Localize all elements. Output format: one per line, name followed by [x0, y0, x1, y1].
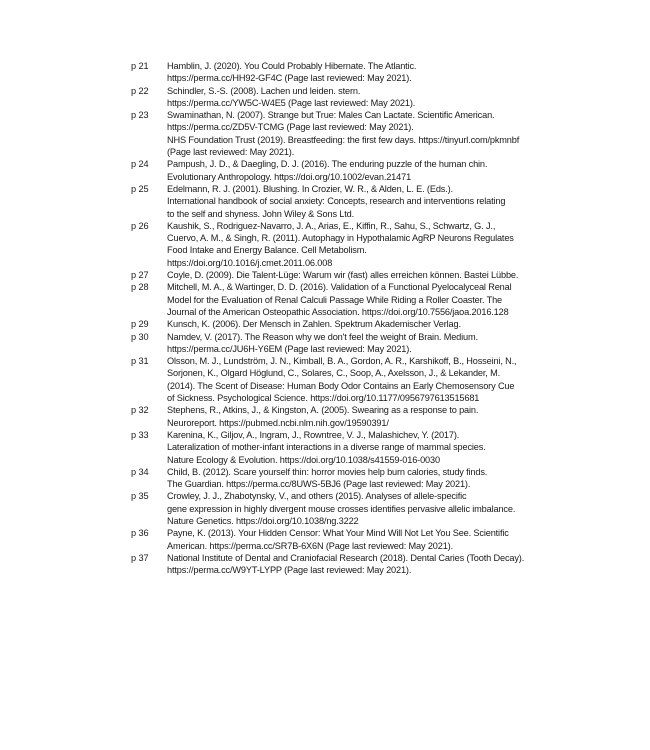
citation-text	[167, 85, 631, 110]
reference-entry	[131, 331, 631, 356]
citation-line: Child, B. (2012). Scare yourself thin: horror movies help burn calories, study finds.	[167, 466, 488, 477]
citation-line: Hamblin, J. (2020). You Could Probably Hibernate. The Atlantic.	[167, 61, 417, 71]
page-number-label: p 32	[131, 405, 149, 416]
citation-line: Kaushik, S., Rodriguez-Navarro, J. A., Arias, E., Kiffin, R., Sahu, S., Schwartz, G. J.,	[167, 220, 496, 231]
citation-line: Edelmann, R. J. (2001). Blushing. In Crozier, W. R., & Alden, L. E. (Eds.).	[167, 183, 453, 194]
citation-line: Mitchell, M. A., & Wartinger, D. D. (2016). Validation of a Functional Pyelocalyceal Renal	[167, 282, 512, 293]
citation-line: Payne, K. (2013). Your Hidden Censor: What Your Mind Will Not Let You See. Scientific	[167, 528, 509, 539]
page-number-label: p 24	[131, 159, 149, 170]
page-number-label: p 27	[131, 270, 149, 281]
page-number-label: p 36	[131, 528, 149, 539]
citation-line: gene expression in highly divergent mouse crosses identifies pervasive allelic imbalance.	[167, 503, 516, 514]
page-number-label: p 26	[131, 220, 149, 231]
citation-line: Schindler, S.-S. (2008). Lachen und leiden. stern.	[167, 85, 361, 96]
page-number-label: p 30	[131, 331, 149, 342]
citation-text	[167, 355, 631, 404]
reference-entry	[131, 355, 631, 404]
reference-entry	[131, 220, 631, 269]
citation-text	[167, 490, 631, 527]
citation-text	[167, 158, 631, 183]
citation-line: Kunsch, K. (2006). Der Mensch in Zahlen. Spektrum Akademischer Verlag.	[167, 319, 461, 330]
citation-line: https://perma.cc/ZD5V-TCMG (Page last reviewed: May 2021).	[167, 122, 414, 133]
citation-line: International handbook of social anxiety: Concepts, research and interventions relating	[167, 196, 506, 207]
citation-line: Journal of the American Osteopathic Association. https://doi.org/10.7556/jaoa.2016.128	[167, 306, 509, 317]
page-number-label: p 25	[131, 183, 149, 194]
citation-text	[167, 331, 631, 356]
reference-entry	[131, 404, 631, 429]
citation-line: Coyle, D. (2009). Die Talent-Lüge: Warum wir (fast) alles erreichen können. Bastei Lübbe.	[167, 270, 519, 281]
reference-entry	[131, 490, 631, 527]
page-number-label: p 34	[131, 466, 149, 477]
citation-line: https://perma.cc/JU6H-Y6EM (Page last reviewed: May 2021).	[167, 343, 412, 354]
page-number-label: p 37	[131, 552, 149, 563]
citation-line: Crowley, J. J., Zhabotynsky, V., and others (2015). Analyses of allele-specific	[167, 491, 467, 502]
page-number-label: p 28	[131, 282, 149, 293]
citation-text	[167, 183, 631, 220]
citation-line: NHS Foundation Trust (2019). Breastfeeding: the first few days. https://tinyurl.com/pkmnbf	[167, 134, 520, 145]
reference-entry	[131, 183, 631, 220]
citation-text	[167, 429, 631, 466]
citation-line: Model for the Evaluation of Renal Calculi Passage While Riding a Roller Coaster. The	[167, 294, 503, 305]
citation-line: Sorjonen, K., Olgard Höglund, C., Solares, C., Soop, A., Axelsson, J., & Lekander, M.	[167, 368, 500, 379]
citation-line: National Institute of Dental and Craniofacial Research (2018). Dental Caries (Tooth Decay).	[167, 552, 525, 563]
citation-line: Pampush, J. D., & Daegling, D. J. (2016). The enduring puzzle of the human chin.	[167, 159, 488, 170]
citation-line: American. https://perma.cc/SR7B-6X6N (Page last reviewed: May 2021).	[167, 540, 453, 551]
citation-line: https://perma.cc/HH92-GF4C (Page last reviewed: May 2021).	[167, 73, 412, 84]
reference-entry	[131, 109, 631, 158]
citation-line: Nature Genetics. https://doi.org/10.1038/ng.3222	[167, 515, 359, 526]
page-number-label: p 35	[131, 491, 149, 502]
page-number-label: p 33	[131, 429, 149, 440]
citation-line: Nature Ecology & Evolution. https://doi.org/10.1038/s41559-016-0030	[167, 454, 440, 465]
reference-entry	[131, 318, 631, 330]
citation-line: Food Intake and Energy Balance. Cell Metabolism.	[167, 245, 367, 256]
citation-text	[167, 552, 631, 577]
page-number-label: p 23	[131, 110, 149, 121]
citation-line: Cuervo, A. M., & Singh, R. (2011). Autophagy in Hypothalamic AgRP Neurons Regulates	[167, 233, 514, 244]
page-number-label: p 21	[131, 61, 149, 71]
citation-line: Swaminathan, N. (2007). Strange but True: Males Can Lactate. Scientific American.	[167, 110, 495, 121]
citation-line: The Guardian. https://perma.cc/8UWS-5BJ6 (Page last reviewed: May 2021).	[167, 479, 471, 490]
reference-entry	[131, 527, 631, 552]
reference-entry	[131, 60, 631, 85]
reference-entry	[131, 158, 631, 183]
citation-line: Karenina, K., Giljov, A., Ingram, J., Rowntree, V. J., Malashichev, Y. (2017).	[167, 429, 460, 440]
citation-line: Stephens, R., Atkins, J., & Kingston, A. (2005). Swearing as a response to pain.	[167, 405, 479, 416]
reference-entry	[131, 466, 631, 491]
citation-text	[167, 466, 631, 491]
page-number-label: p 31	[131, 356, 149, 367]
citation-text	[167, 60, 631, 85]
citation-line: https://perma.cc/W9YT-LYPP (Page last reviewed: May 2021).	[167, 565, 412, 576]
citation-text	[167, 109, 631, 158]
citation-line: to the self and shyness. John Wiley & Sons Ltd.	[167, 208, 355, 219]
citation-line: (2014). The Scent of Disease: Human Body Odor Contains an Early Chemosensory Cue	[167, 380, 515, 391]
citation-line: (Page last reviewed: May 2021).	[167, 147, 295, 158]
citation-line: Namdev, V. (2017). The Reason why we don't feel the weight of Brain. Medium.	[167, 331, 478, 342]
citation-text	[167, 318, 631, 330]
citation-line: Neuroreport. https://pubmed.ncbi.nlm.nih.gov/19590391/	[167, 417, 389, 428]
citation-line: https://doi.org/10.1016/j.cmet.2011.06.008	[167, 257, 333, 268]
reference-entry	[131, 552, 631, 577]
citation-text	[167, 269, 631, 281]
citation-line: Olsson, M. J., Lundström, J. N., Kimball, B. A., Gordon, A. R., Karshikoff, B., Hosseini, N.,	[167, 356, 517, 367]
citation-text	[167, 220, 631, 269]
citation-line: Lateralization of mother-infant interactions in a diverse range of mammal species.	[167, 442, 486, 453]
citation-text	[167, 527, 631, 552]
page-number-label: p 29	[131, 319, 149, 330]
citation-line: https://perma.cc/YW5C-W4E5 (Page last reviewed: May 2021).	[167, 97, 416, 108]
reference-entry	[131, 269, 631, 281]
citation-line: of Sickness. Psychological Science. https://doi.org/10.1177/0956797613515681	[167, 393, 480, 404]
reference-entry	[131, 429, 631, 466]
reference-entry	[131, 85, 631, 110]
citation-text	[167, 404, 631, 429]
reference-entry	[131, 281, 631, 318]
reference-list	[131, 60, 631, 576]
page-number-label: p 22	[131, 85, 149, 96]
citation-text	[167, 281, 631, 318]
citation-line: Evolutionary Anthropology. https://doi.org/10.1002/evan.21471	[167, 171, 412, 182]
